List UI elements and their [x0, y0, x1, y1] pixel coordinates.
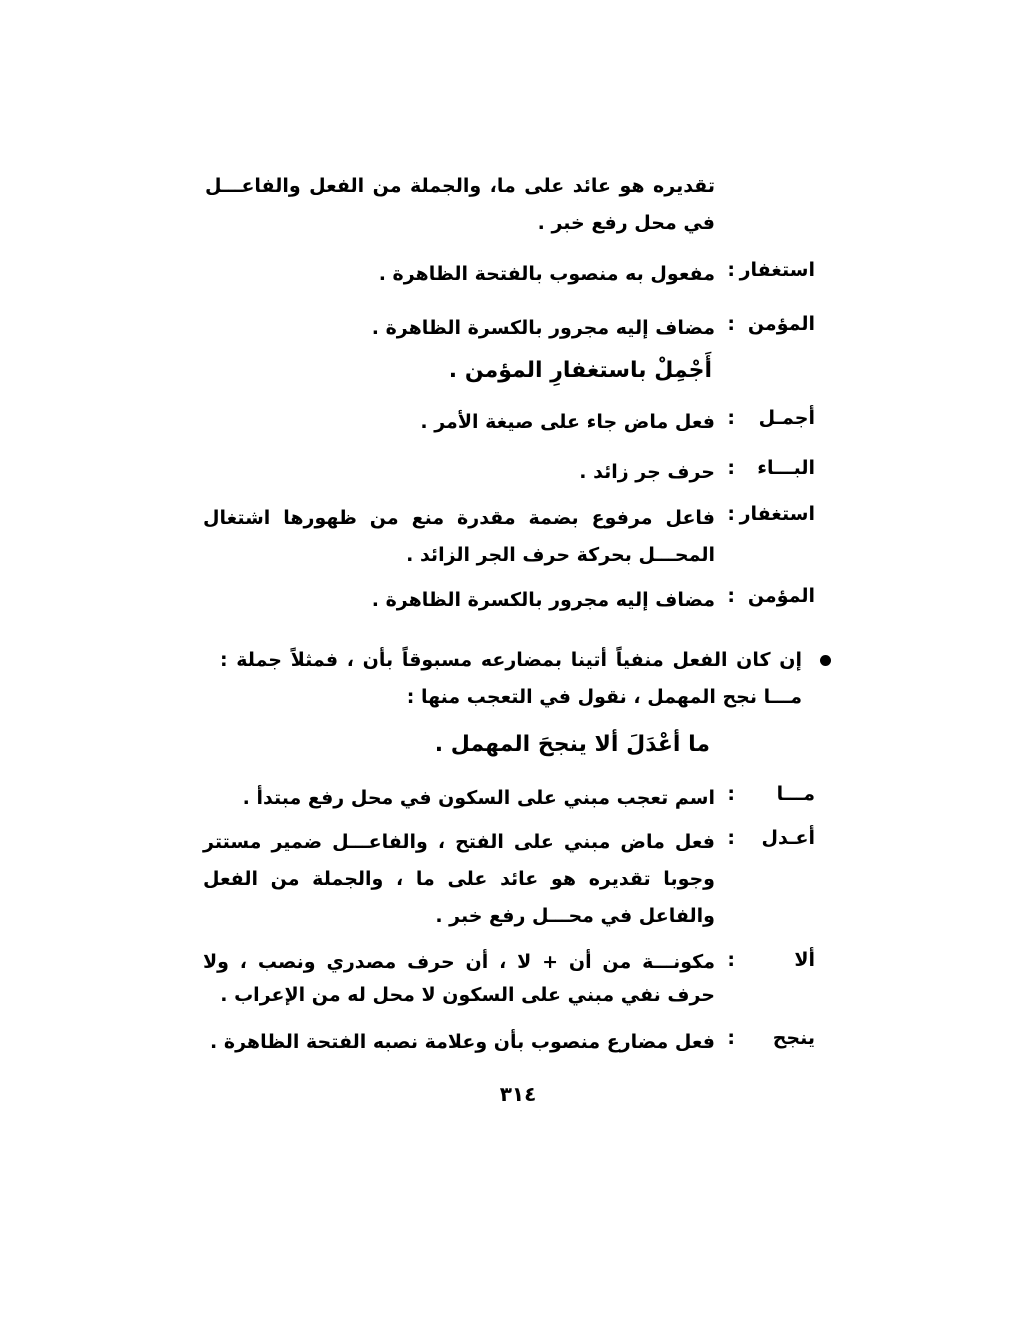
entry-colon: :: [727, 783, 735, 805]
bullet-paragraph: إن كان الفعل منفياً أتينا بمضارعه مسبوقاً بأن ، فمثلاً جملة : مـــا نجح المهمل ، نقول في التعجب منها :: [220, 649, 802, 708]
entry-definition: مضاف إليه مجرور بالكسرة الظاهرة .: [371, 589, 715, 611]
bullet-icon: [820, 655, 831, 666]
parse-entry: [205, 256, 815, 296]
entry-colon: :: [727, 949, 735, 971]
entry-term: أجمـل: [758, 407, 815, 429]
entry-term: ينجح: [772, 1027, 815, 1049]
entry-colon: :: [727, 259, 735, 281]
entry-colon: :: [727, 457, 735, 479]
entry-term: مـــا: [776, 783, 815, 805]
entry-definition: فعل ماض جاء على صيغة الأمر .: [420, 411, 715, 433]
entry-term: استغفار: [739, 503, 815, 525]
entry-definition: فعل مضارع منصوب بأن وعلامة نصبه الفتحة الظاهرة .: [210, 1031, 715, 1053]
entry-colon: :: [727, 313, 735, 335]
parse-entry: [205, 404, 815, 444]
entry-definition: مكونـــة من أن + لا ، أن حرف مصدري ونصب ، ولا حرف نفي مبني على السكون لا محل له من الإعراب .: [203, 951, 715, 1006]
parse-entry: [205, 500, 815, 580]
entry-term: البـــاء: [757, 457, 815, 479]
entry-term: استغفار: [739, 259, 815, 281]
example-sentence: أَجْمِلْ باستغفارِ المؤمن .: [448, 358, 712, 383]
entry-definition: مفعول به منصوب بالفتحة الظاهرة .: [378, 263, 715, 285]
entry-definition: فعل ماض مبني على الفتح ، والفاعـــل ضمير مستتر وجوبا تقديره هو عائد على ما ، والجملة من الفعل والفاعل في محـــل رفع خبر .: [203, 831, 715, 927]
continuation-paragraph: تقديره هو عائد على ما، والجملة من الفعل والفاعـــل في محل رفع خبر .: [205, 175, 715, 234]
entry-term: ألا: [794, 949, 815, 971]
entry-colon: :: [727, 585, 735, 607]
entry-definition: حرف جر زائد .: [579, 461, 715, 483]
parse-entry: [205, 824, 815, 939]
entry-term: المؤمن: [747, 313, 815, 335]
entry-colon: :: [727, 1027, 735, 1049]
parse-entry: [205, 946, 815, 1026]
parse-entry: [205, 1024, 815, 1064]
entry-definition: اسم تعجب مبني على السكون في محل رفع مبتدأ .: [242, 787, 715, 809]
entry-definition: فاعل مرفوع بضمة مقدرة منع من ظهورها اشتغال المحـــل بحركة حرف الجر الزائد .: [203, 507, 715, 566]
entry-colon: :: [727, 503, 735, 525]
parse-entry: [205, 310, 815, 350]
entry-term: أعـدل: [761, 827, 815, 849]
parse-entry: [205, 582, 815, 622]
entry-colon: :: [727, 827, 735, 849]
parse-entry: [205, 780, 815, 820]
parse-entry: [205, 454, 815, 494]
entry-term: المؤمن: [747, 585, 815, 607]
entry-colon: :: [727, 407, 735, 429]
example-sentence: ما أعْدَلَ ألا ينجحَ المهمل .: [434, 732, 710, 757]
entry-definition: مضاف إليه مجرور بالكسرة الظاهرة .: [371, 317, 715, 339]
page-number: ٣١٤: [499, 1082, 537, 1106]
